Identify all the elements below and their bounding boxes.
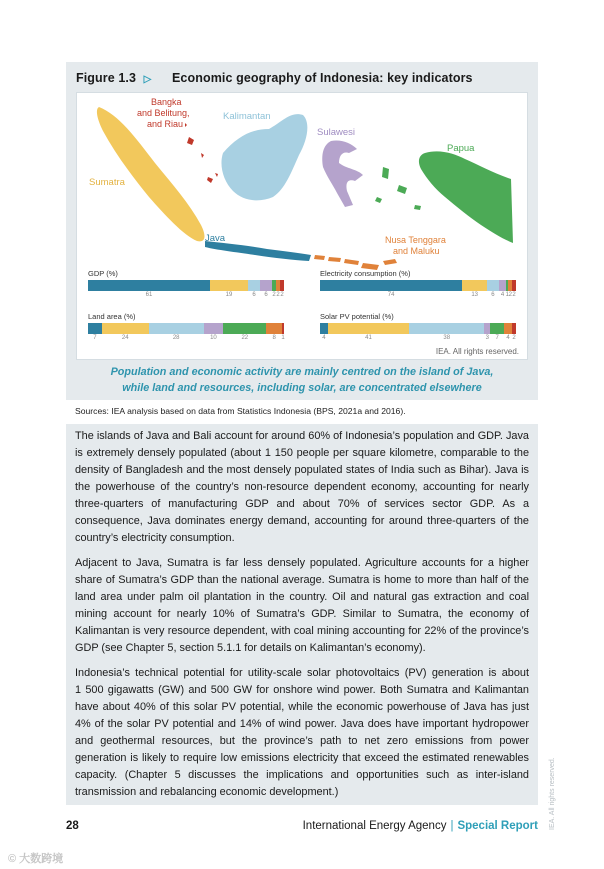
label-riau: and Riau <box>147 119 184 129</box>
bar-title: Solar PV potential (%) <box>320 312 394 321</box>
label-nusa-tenggara: Nusa Tenggara <box>385 235 446 245</box>
bar-track <box>88 280 284 291</box>
bar-track <box>320 323 516 334</box>
figure-title <box>76 71 473 85</box>
bar-value-label: 4 <box>506 335 510 341</box>
bar-segment-kalimantan <box>487 280 499 291</box>
sources-note: Sources: IEA analysis based on data from Statistics Indonesia (BPS, 2021a and 2016). <box>75 406 406 416</box>
bar-segment-sumatra <box>210 280 248 291</box>
region-maluku-islands <box>375 167 421 210</box>
bar-title: Land area (%) <box>88 312 136 321</box>
label-bangka: Bangka <box>151 97 182 107</box>
bar-segment-bangka-belitung <box>280 280 284 291</box>
bar-values <box>88 291 284 300</box>
figure-rights: IEA. All rights reserved. <box>435 347 519 356</box>
bar-segment-sumatra <box>462 280 487 291</box>
bar-track <box>320 280 516 291</box>
label-papua: Papua <box>447 143 475 154</box>
footer-right <box>303 820 538 832</box>
region-nusa-tenggara <box>314 255 397 270</box>
bar-value-label: 1 <box>281 335 285 341</box>
label-kalimantan: Kalimantan <box>223 111 271 122</box>
bar-track <box>88 323 284 334</box>
footer-report: Special Report <box>457 820 538 832</box>
bar-chart-electricity <box>320 269 516 300</box>
page-number: 28 <box>66 820 79 832</box>
bar-value-label: 22 <box>241 335 249 341</box>
paragraph-1: The islands of Java and Bali account for around 60% of Indonesia’s population and GDP. Java is extremely densely populated (about 1 150 people per square kilometre, comparable to the density of Bangladesh and the most densely populated states of India such as Bihar). Java is the powerhouse of the country’s non-resource dependent economy, accounting for nearly three-quarters of manufacturing GDP and about 70% of services sector GDP. As a consequence, Java dominates energy demand, accounting for around three-quarters of the country’s electricity consumption. <box>75 430 529 544</box>
bar-values <box>320 291 516 300</box>
caption-line-2: while land and resources, including solar, are concentrated elsewhere <box>122 382 482 394</box>
bar-chart-land-area <box>88 312 284 343</box>
paragraph-3: Indonesia’s technical potential for utility-scale solar photovoltaics (PV) generation is about 1 500 gigawatts (GW) and 500 GW for onshore wind power. Both Sumatra and Kalimantan have about 40% of this solar PV potential, while the economic powerhouse of Java has just 4% of the solar PV potential and 14% of wind power. Java does have important hydropower and geothermal resources, but the province’s path to net zero emissions from power generation is likely to require low emissions electricity that exceed the estimated renewables capacity. (Chapter 5 discusses the implications and opportunities such as inter-island transmission and rebalancing economic development.) <box>75 667 529 798</box>
bar-value-label: 19 <box>225 292 233 298</box>
label-maluku: and Maluku <box>393 246 440 256</box>
region-sulawesi <box>322 140 363 207</box>
footer-agency: International Energy Agency <box>302 820 447 832</box>
bar-segment-java <box>88 280 210 291</box>
bar-value-label: 2 <box>512 292 516 298</box>
bar-title: Electricity consumption (%) <box>320 269 411 278</box>
label-java: Java <box>205 233 226 244</box>
region-papua <box>419 151 513 243</box>
region-kalimantan <box>221 114 307 200</box>
bar-chart-solar-pv <box>320 312 516 343</box>
region-java <box>205 241 311 261</box>
bar-value-label: 10 <box>210 335 217 341</box>
bar-value-label: 2 <box>276 292 280 298</box>
caption-line-1: Population and economic activity are mainly centred on the island of Java, <box>110 366 494 378</box>
bar-value-label: 7 <box>93 335 97 341</box>
bar-value-label: 4 <box>322 335 326 341</box>
figure-caption <box>66 364 538 396</box>
label-belitung: and Belitung, <box>137 108 190 118</box>
bar-segment-bangka-belitung <box>282 323 284 334</box>
label-sulawesi: Sulawesi <box>317 127 356 138</box>
watermark: © 大数跨境 <box>8 853 64 865</box>
bar-value-label: 2 <box>272 292 276 298</box>
bar-segment-papua <box>223 323 266 334</box>
label-sumatra: Sumatra <box>89 177 125 188</box>
bar-value-label: 1 <box>505 292 510 298</box>
bar-value-label: 2 <box>508 292 512 298</box>
bar-value-label: 6 <box>252 292 256 298</box>
bar-segment-kalimantan <box>248 280 260 291</box>
bar-value-label: 2 <box>512 335 516 341</box>
figure-number: Figure 1.3 <box>76 71 137 85</box>
bar-segment-sulawesi <box>499 280 507 291</box>
bar-value-label: 6 <box>491 292 495 298</box>
bar-segment-kalimantan <box>409 323 484 334</box>
bar-value-label: 38 <box>443 335 451 341</box>
triangle-arrow-icon: ▷ <box>143 74 152 85</box>
body-text-panel <box>66 424 538 805</box>
bar-value-label: 3 <box>485 335 489 341</box>
bar-segment-sumatra <box>328 323 409 334</box>
bar-value-label: 24 <box>121 335 129 341</box>
bar-segment-sulawesi <box>260 280 272 291</box>
side-rights-note: IEA. All rights reserved. <box>549 757 556 830</box>
bar-segment-nusa-tenggara <box>266 323 282 334</box>
bar-value-label: 6 <box>264 292 268 298</box>
footer-separator: | <box>450 820 454 832</box>
figure-title-text: Economic geography of Indonesia: key indicators <box>172 71 473 85</box>
figure-box <box>76 92 528 360</box>
bar-value-label: 61 <box>145 292 153 298</box>
bar-value-label: 7 <box>495 335 499 341</box>
bar-segment-sulawesi <box>204 323 224 334</box>
bar-chart-gdp <box>88 269 284 300</box>
bar-value-label: 4 <box>500 292 505 298</box>
bar-segment-sumatra <box>102 323 149 334</box>
bar-value-label: 74 <box>387 292 395 298</box>
bar-value-label: 28 <box>172 335 180 341</box>
bar-segment-java <box>88 323 102 334</box>
bar-segment-java <box>320 280 462 291</box>
region-bangka <box>185 123 218 183</box>
bar-value-label: 41 <box>365 335 372 341</box>
bar-values <box>88 334 284 343</box>
bar-segment-papua <box>490 323 504 334</box>
paragraph-2: Adjacent to Java, Sumatra is far less densely populated. Agriculture accounts for a higher share of Sumatra’s GDP than the national average. Sumatra is home to more than half of the land area under palm oil plantation in the country. Oil and natural gas extraction and coal mining account for nearly 10% of Sumatra’s GDP. Similar to Sumatra, the economy of Kalimantan is very resource dependent, with coal mining accounting for 22% of the province’s GDP (see Chapter 5, section 5.1.1 for details on Kalimantan’s economy). <box>75 557 529 654</box>
bar-title: GDP (%) <box>88 269 118 278</box>
bar-value-label: 13 <box>471 292 479 298</box>
bar-values <box>320 334 516 343</box>
bar-segment-java <box>320 323 328 334</box>
bar-segment-bangka-belitung <box>512 280 516 291</box>
bar-segment-bangka-belitung <box>512 323 516 334</box>
bar-segment-nusa-tenggara <box>504 323 512 334</box>
bar-segment-kalimantan <box>149 323 204 334</box>
bar-value-label: 8 <box>272 335 276 341</box>
bar-value-label: 2 <box>280 292 284 298</box>
